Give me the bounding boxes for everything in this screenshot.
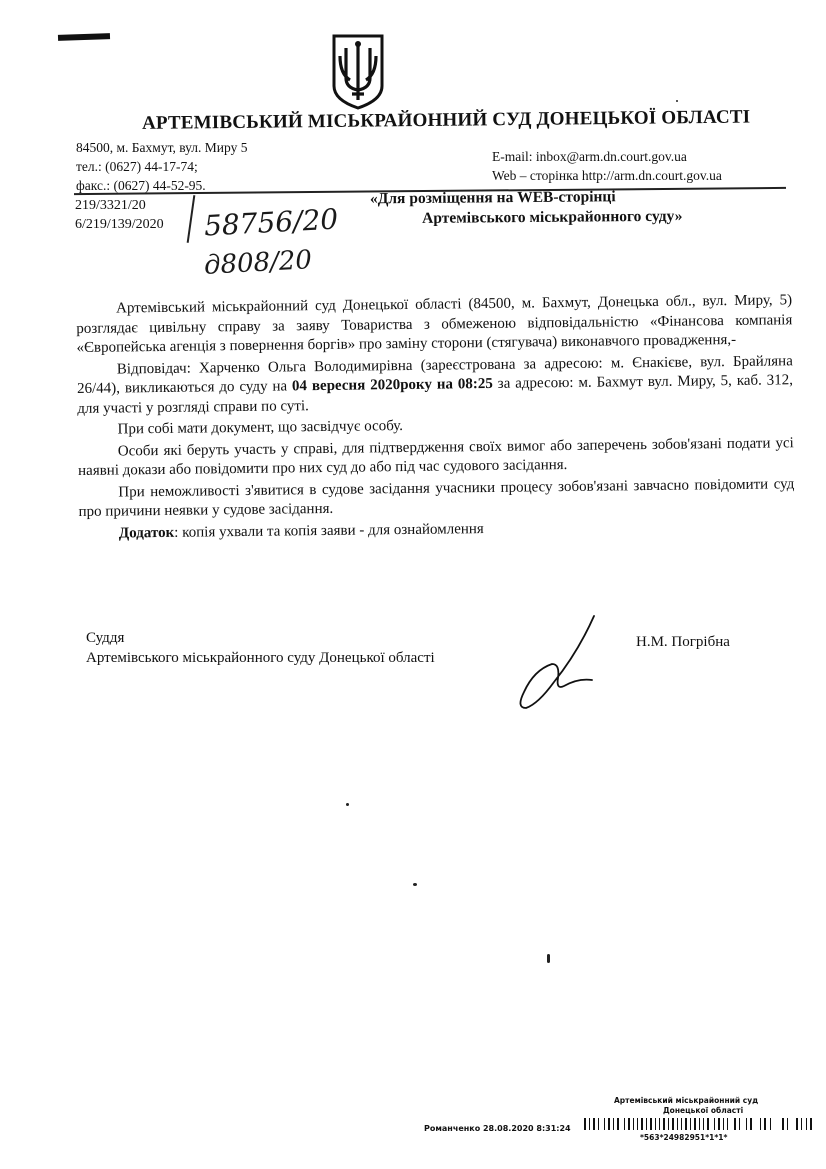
judge-name: Н.М. Погрібна [636,634,730,650]
handwritten-stroke [187,195,196,243]
scan-speck [346,803,349,806]
court-fax: факс.: (0627) 44-52-95. [76,178,206,193]
scan-speck [547,954,550,963]
summons-text-start: Відповідач: Харченко Ольга Володимирівна (зареєстрована за адресою: м. Єнакієве, вул. Брайляна 26/44), викликаються до суду на [76,352,793,397]
handwritten-registration-number: 58756/20 [203,202,339,243]
case-number: 219/3321/20 [75,198,146,213]
stamp-court-name [614,1096,758,1116]
handwritten-incoming-number: д808/20 [203,245,313,281]
registration-stamp [424,1096,818,1156]
appendix-label: Додаток [118,524,175,541]
stamp-operator-timestamp: Романченко 28.08.2020 8:31:24 [424,1124,571,1133]
coat-of-arms-icon [330,34,386,110]
web-notice-line-1: «Для розміщення на WEB-сторінці [369,188,616,208]
paragraph-summons [77,352,794,419]
judge-role: Суддя [86,630,125,646]
stamp-court-line-2: Донецької області [663,1106,744,1115]
summons-body [76,291,795,544]
court-address: 84500, м. Бахмут, вул. Миру 5 [76,140,248,155]
court-phone: тел.: (0627) 44-17-74; [76,159,198,174]
scan-speck [413,883,417,886]
proceeding-number: 6/219/139/2020 [75,217,164,232]
scan-artifact-mark [58,33,110,41]
barcode-icon [584,1116,814,1132]
court-email: E-mail: inbox@arm.dn.court.gov.ua [492,149,687,164]
court-title: АРТЕМІВСЬКИЙ МІСЬКРАЙОННИЙ СУД ДОНЕЦЬКОЇ ОБЛАСТІ [141,106,751,134]
web-publication-notice [370,187,683,230]
court-contacts-left [76,138,247,195]
case-references [75,196,164,234]
stamp-barcode-number: *563*24982951*1*1* [640,1133,728,1142]
paragraph-identity-document: При собі мати документ, що засвідчує особу. [117,418,404,438]
paragraph-evidence: Особи які беруть участь у справі, для підтвердження своїх вимог або заперечень зобов'язані подати усі наявні докази або повідомити про них суд до або під час судового засідання. [77,434,794,479]
stamp-court-line-1: Артемівський міськрайонний суд [614,1096,759,1105]
appendix-text: : копія ухвали та копія заяви - для ознайомлення [174,520,484,541]
summons-text-end: за адресою: м. Бахмут вул. Миру, 5, каб. 312, для участі у розгляді справи по суті. [77,372,794,417]
hearing-datetime: 04 вересня 2020року на 08:25 [291,375,493,395]
web-notice-line-2: Артемівського міськрайонного суду» [422,207,683,227]
handwritten-signature [508,612,608,712]
scan-speck [676,100,678,102]
court-contacts-right [492,147,722,185]
paragraph-case-description: Артемівський міськрайонний суд Донецької області (84500, м. Бахмут, Донецька обл., вул. Миру, 5) розглядає цивільну справу за заяву Товариства з обмеженою відповідальністю «Фінансова компанія «Європейська агенція з повернення боргів» про заміну сторони (стягувача) виконавчого провадження,- [76,292,793,356]
court-website: Web – сторінка http://arm.dn.court.gov.ua [492,168,722,183]
paragraph-absence-notice: При неможливості з'явитися в судове засідання учасники процесу зобов'язані завчасно повідомити суд про причини неявки у судове засідання. [78,475,795,520]
judge-court: Артемівського міськрайонного суду Донецької області [86,650,435,666]
